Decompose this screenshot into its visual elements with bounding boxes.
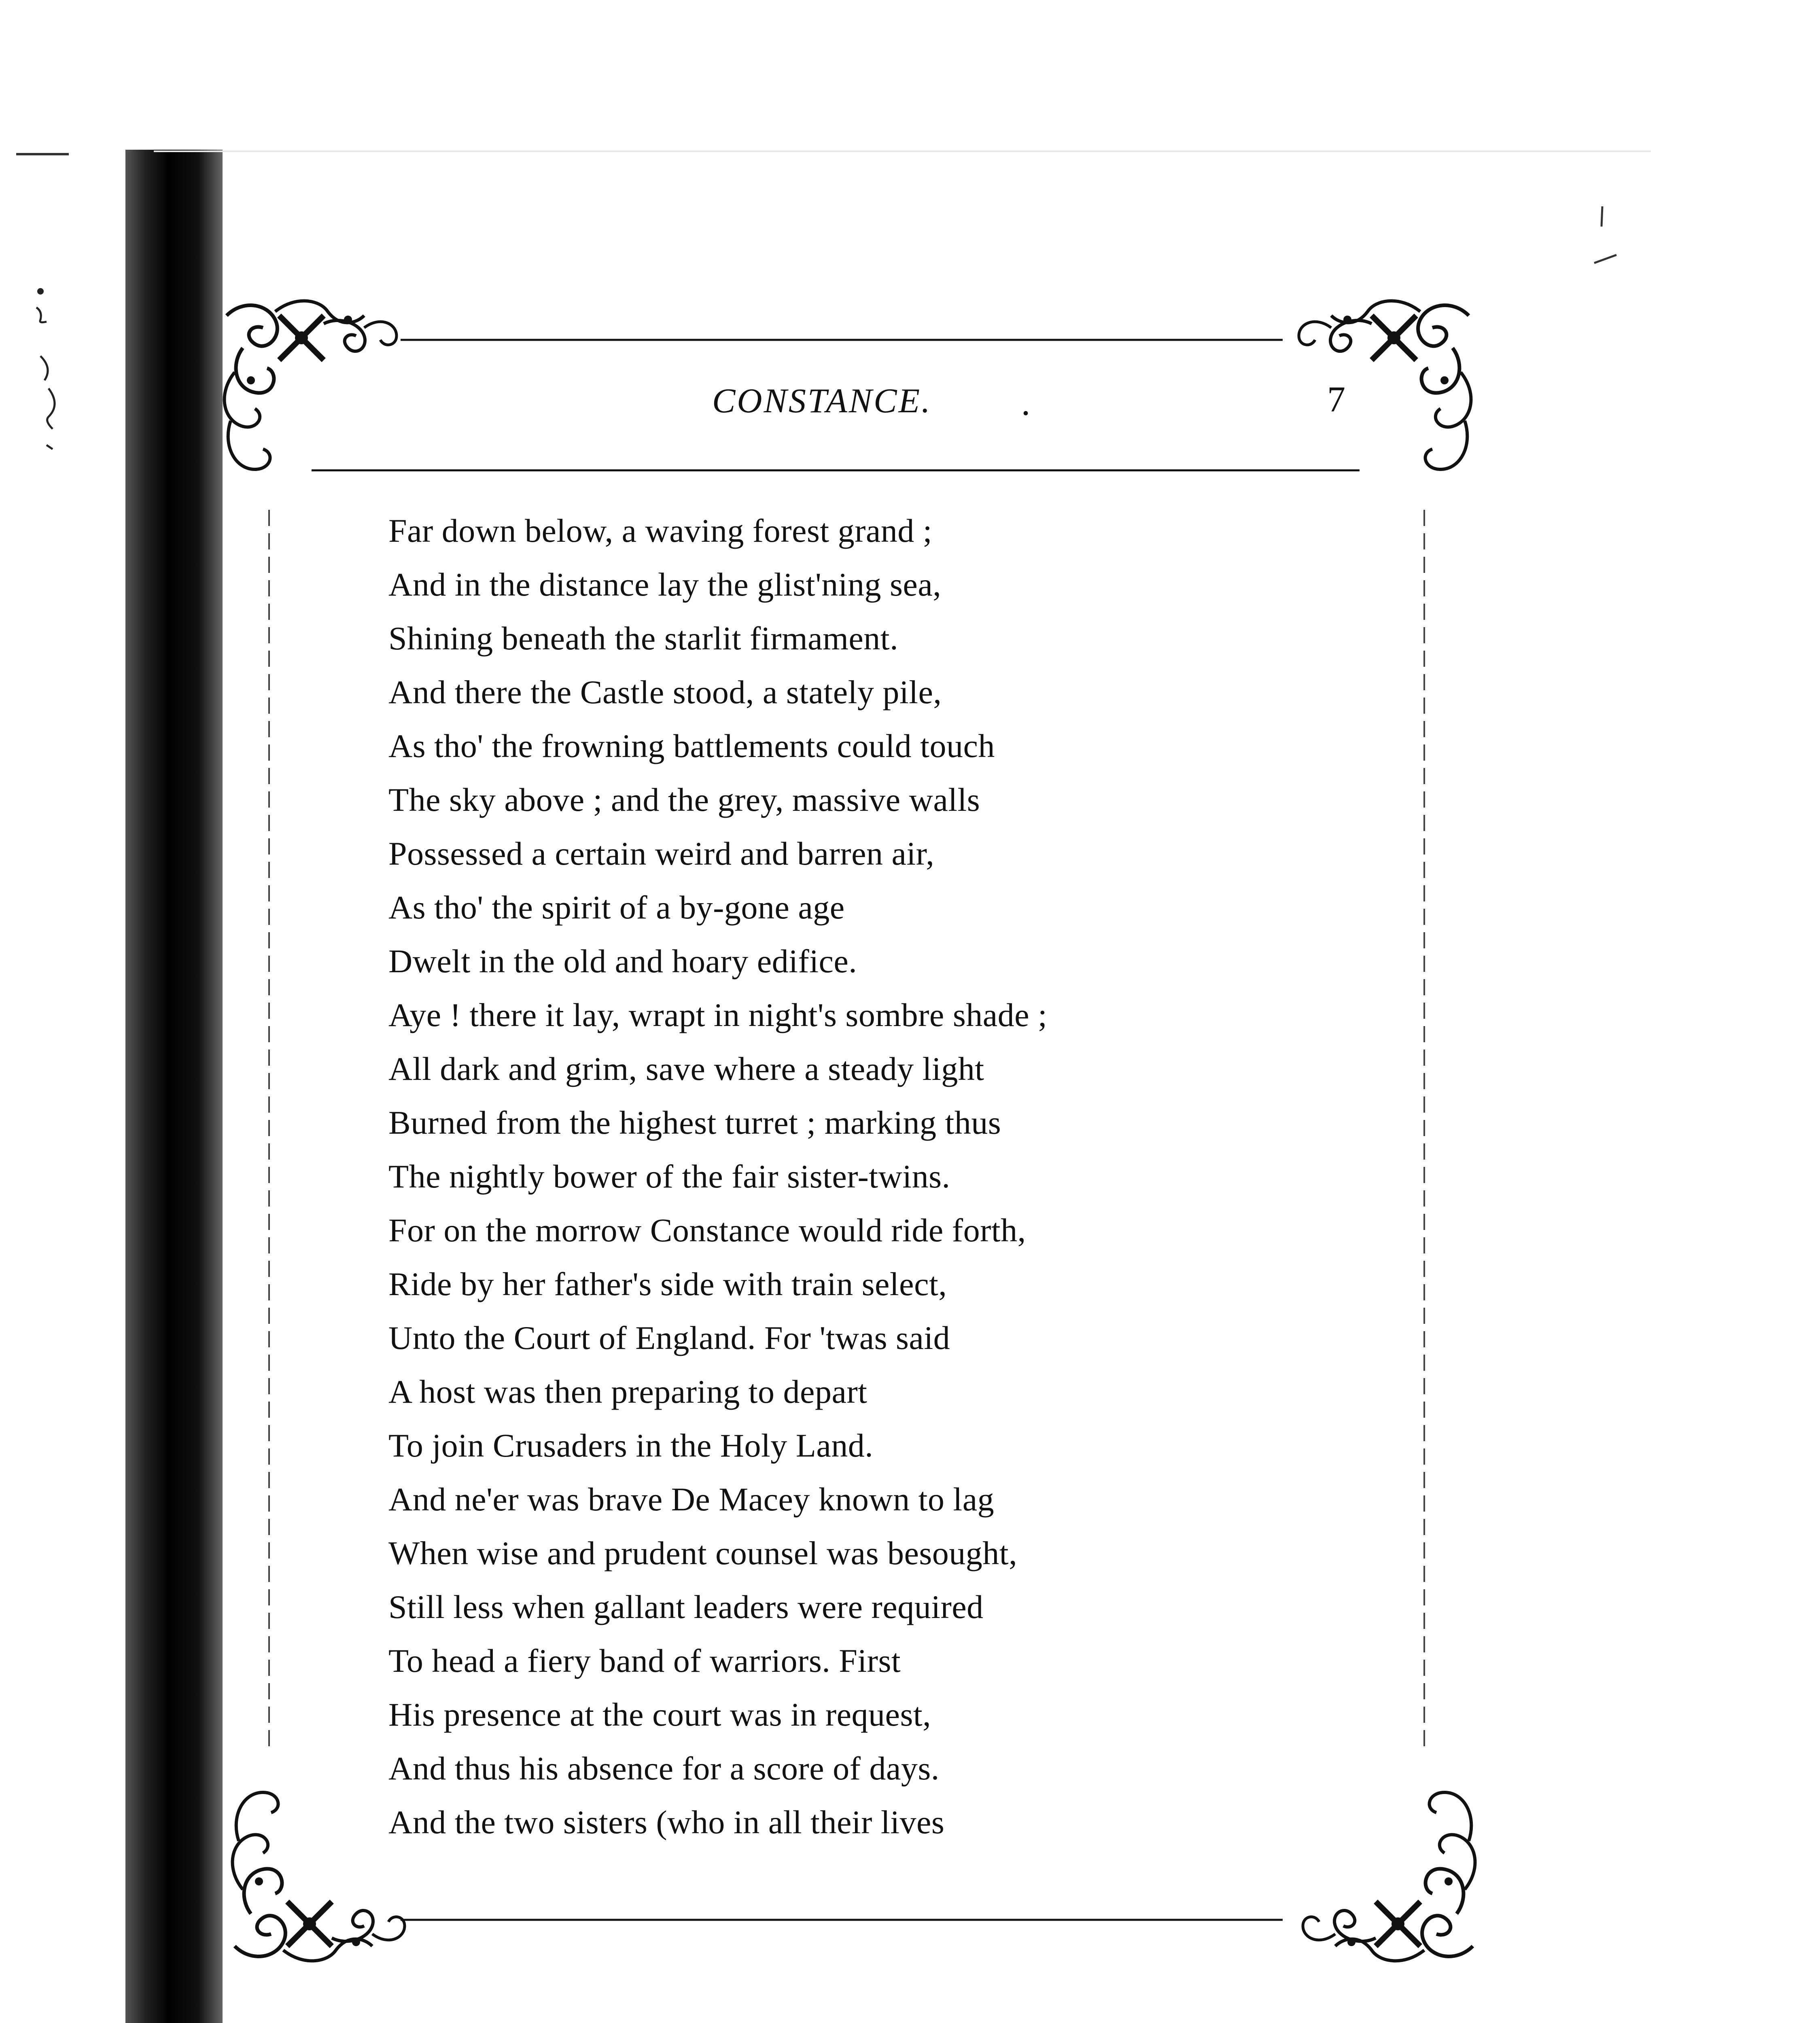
poem-line: Shining beneath the starlit firmament. [388,620,899,657]
poem-line: Dwelt in the old and hoary edifice. [388,943,857,980]
book-spine-shadow [125,150,223,2023]
poem-line: The nightly bower of the fair sister-twins. [388,1158,950,1195]
page-number: 7 [1327,380,1345,420]
poem-line: His presence at the court was in request, [388,1696,931,1733]
poem-line: Ride by her father's side with train select, [388,1266,947,1302]
poem-line: Still less when gallant leaders were required [388,1588,984,1625]
scan-top-edge [154,151,1651,152]
margin-pencil-marks [24,283,73,453]
poem-line: Burned from the highest turret ; marking thus [388,1104,1001,1141]
poem-line: The sky above ; and the grey, massive walls [388,781,980,818]
poem-line: A host was then preparing to depart [388,1373,868,1410]
poem-line: Aye ! there it lay, wrapt in night's sombre shade ; [388,997,1048,1033]
header-dot: · [1020,393,1032,433]
poem-line: As tho' the frowning battlements could touch [388,727,995,764]
poem-line: Far down below, a waving forest grand ; [388,512,933,549]
running-header [227,380,1360,445]
poem-line: To head a fiery band of warriors. First [388,1642,901,1679]
running-title: CONSTANCE. [712,381,932,420]
poem-line: For on the morrow Constance would ride forth, [388,1212,1026,1249]
poem-line: All dark and grim, save where a steady light [388,1050,984,1087]
poem-line: And in the distance lay the glist'ning sea, [388,566,942,603]
poem-line: As tho' the spirit of a by-gone age [388,889,845,926]
poem-line: To join Crusaders in the Holy Land. [388,1427,874,1464]
poem-line: When wise and prudent counsel was besought, [388,1535,1018,1571]
poem-line: Possessed a certain weird and barren air, [388,835,935,872]
poem-line: Unto the Court of England. For 'twas said [388,1319,950,1356]
poem-line: And ne'er was brave De Macey known to lag [388,1481,995,1518]
header-rule [312,469,1360,471]
poem-line: And thus his absence for a score of days. [388,1750,940,1787]
poem-line: And the two sisters (who in all their lives [388,1804,945,1841]
scan-margin-tick [16,153,69,155]
poem-line: And there the Castle stood, a stately pile, [388,674,942,710]
margin-ink-marks [1578,194,1627,299]
poem-text [388,504,1319,1849]
